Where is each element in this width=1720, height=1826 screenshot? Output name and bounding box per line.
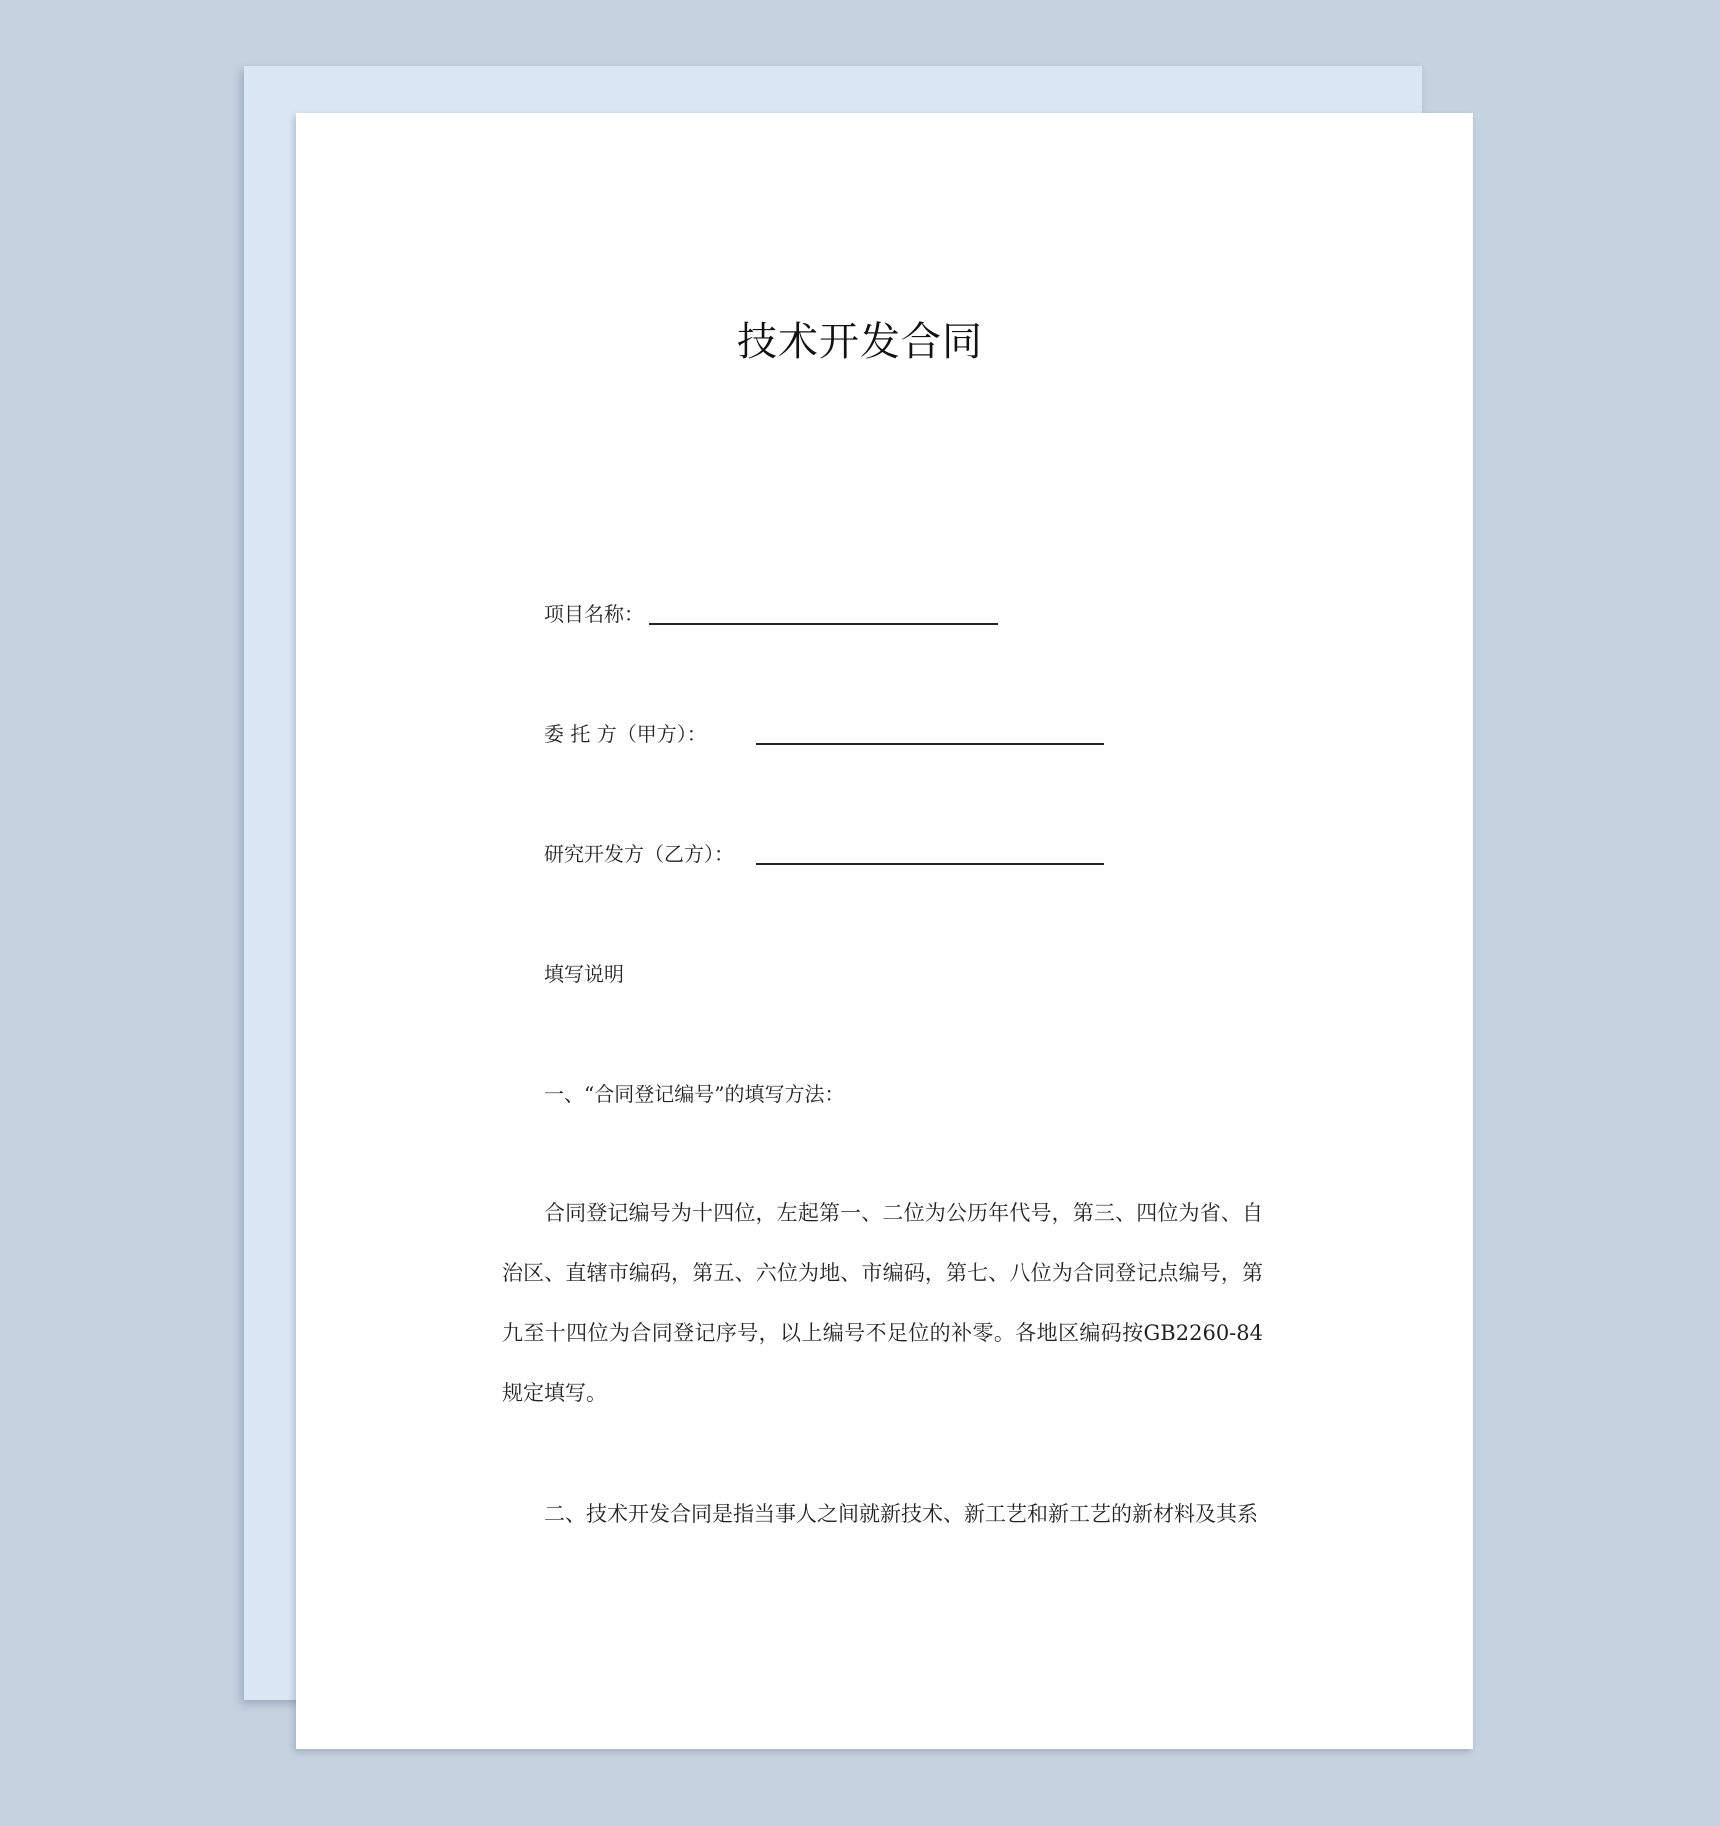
section1-heading: 一、“合同登记编号”的填写方法： <box>544 1082 845 1106</box>
instructions-heading: 填写说明 <box>544 962 624 986</box>
project-name-field[interactable] <box>649 623 998 625</box>
developer-label: 研究开发方（乙方）： <box>544 842 734 866</box>
document-title: 技术开发合同 <box>737 319 983 365</box>
project-name-label: 项目名称： <box>544 602 644 626</box>
section1-body: 合同登记编号为十四位，左起第一、二位为公历年代号，第三、四位为省、自治区、直辖市编码，第五、六位为地、市编码，第七、八位为合同登记点编号，第九至十四位为合同登记序号，以上编号不足位的补零。各地区编码按GB2260-84规定填写。 <box>502 1201 1263 1405</box>
client-label: 委 托 方（甲方）： <box>544 722 707 746</box>
client-field[interactable] <box>756 743 1104 745</box>
developer-field[interactable] <box>756 863 1104 865</box>
section2-start: 二、技术开发合同是指当事人之间就新技术、新工艺和新工艺的新材料及其系 <box>544 1502 1258 1526</box>
